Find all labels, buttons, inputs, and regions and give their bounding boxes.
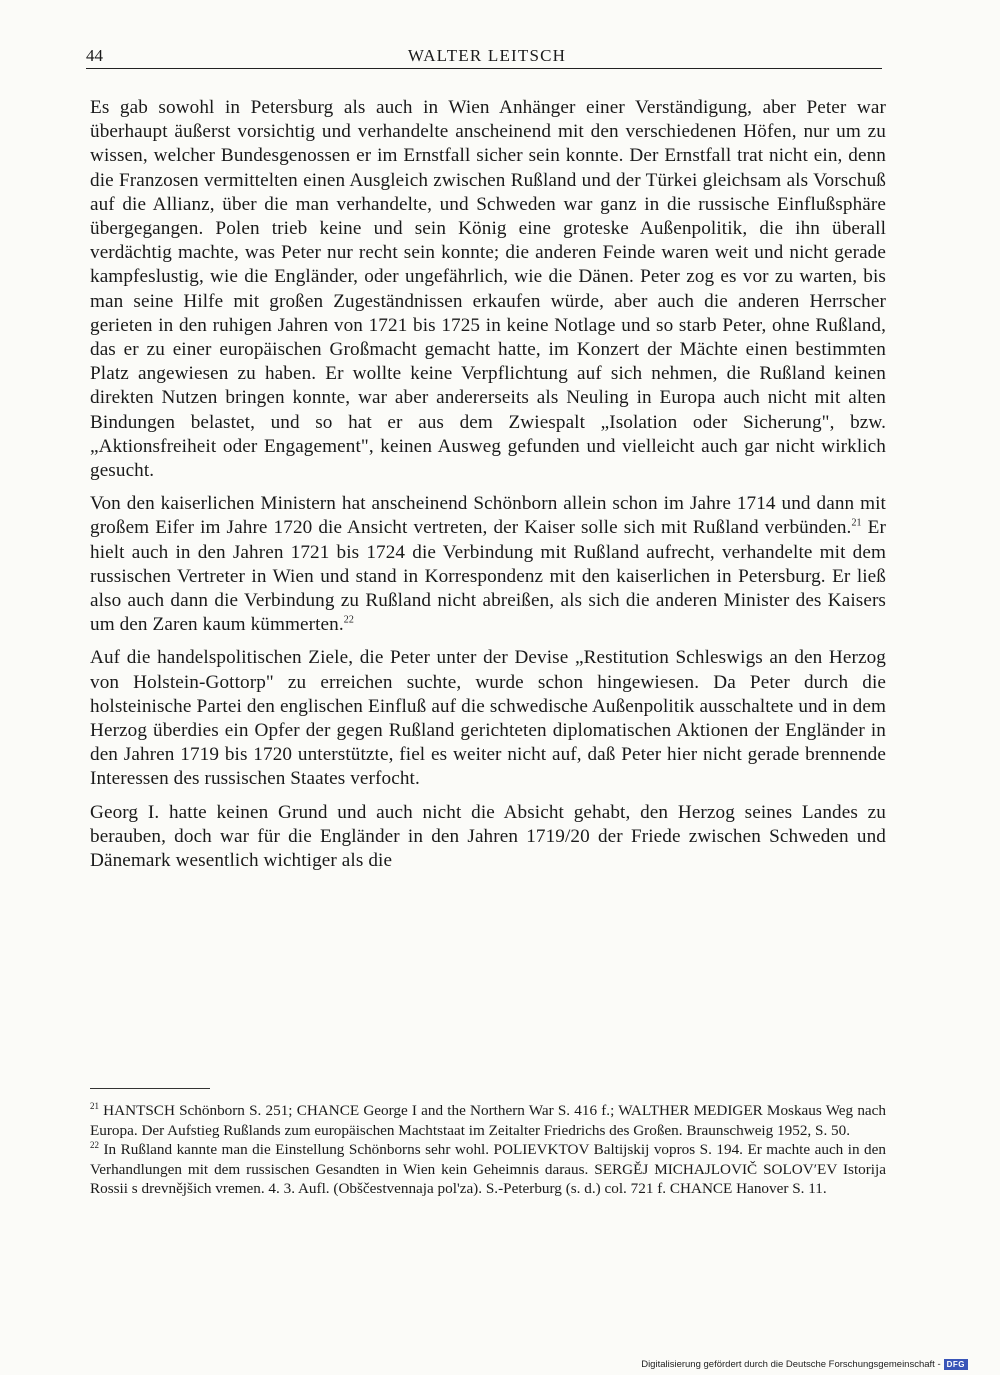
footnote-text: HANTSCH Schönborn S. 251; CHANCE George I and the Northern War S. 416 f.; WALTHER MEDIGER Moskaus Weg nach Europa. Der Aufstieg Rußlands zum europäischen Machtstaat im Zeitalter Friedrichs des Großen. Braunschweig 1952, S. 50. bbox=[90, 1102, 886, 1139]
paragraph-1: Es gab sowohl in Petersburg als auch in Wien Anhänger einer Verständigung, aber Peter war überhaupt äußerst vorsichtig und verhandelte anscheinend mit den verschiedenen Höfen, nur um zu wissen, welcher Bundesgenossen er im Ernstfall sicher sein konnte. Der Ernstfall trat nicht ein, denn die Franzosen vermittelten einen Ausgleich zwischen Rußland und der Türkei gleichsam als Vorschuß auf die Allianz, über die man verhandelte, und Schweden war ganz in die russische Einflußsphäre übergegangen. Polen trieb keine und sein König eine groteske Außenpolitik, die ihn überall verdächtig machte, was Peter nur recht sein konnte; die anderen Feinde waren weit und nicht gerade kampfeslustig, wie die Engländer, oder ungefährlich, wie die Dänen. Peter zog es vor zu warten, bis man seine Hilfe mit großen Zugeständnissen erkaufen würde, aber auch die anderen Herrscher gerieten in den ruhigen Jahren von 1721 bis 1725 in keine Notlage und so starb Peter, ohne Rußland, das er zu einer europäischen Großmacht gemacht hatte, im Konzert der Mächte einen bestimmten Platz angewiesen zu haben. Er wollte keine Verpflichtung auf sich nehmen, die Rußland keinen direkten Nutzen bringen konnte, war aber andererseits als Neuling in Europa auch nicht mit alten Bindungen belastet, und so hat er aus dem Zwiespalt „Isolation oder Sicherung", bzw. „Aktionsfreiheit oder Engagement", keinen Ausweg gefunden und vielleicht auch gar nicht wirklich gesucht. bbox=[90, 97, 886, 482]
header-rule bbox=[86, 68, 882, 69]
credit-text: Digitalisierung gefördert durch die Deutsche Forschungsgemeinschaft - bbox=[641, 1358, 941, 1370]
paragraph-2 bbox=[90, 492, 886, 637]
paragraph-2-text-b: Er hielt auch in den Jahren 1721 bis 1724 die Verbindung mit Rußland aufrecht, verhandelte mit dem russischen Vertreter in Wien und stand in Korrespondenz mit den kaiserlichen in Petersburg. Er ließ also auch dann die Verbindung zu Rußland nicht abreißen, als sich die anderen Minister des Kaisers um den Zaren kaum kümmerten. bbox=[90, 517, 886, 636]
footnote-21 bbox=[90, 1101, 886, 1140]
footnote-ref-22: 22 bbox=[343, 614, 354, 626]
paragraph-2-text-a: Von den kaiserlichen Ministern hat anscheinend Schönborn allein schon im Jahre 1714 und dann mit großem Eifer im Jahre 1720 die Ansicht vertreten, der Kaiser solle sich mit Rußland verbünden. bbox=[90, 493, 886, 539]
footnote-text: In Rußland kannte man die Einstellung Schönborns sehr wohl. POLIEVKTOV Baltijskij vopros S. 194. Er machte auch in den Verhandlungen mit dem russischen Gesandten in Wien kein Geheimnis daraus. SERGĚJ MICHAJLOVIČ SOLOVʹEV Istorija Rossii s drevnějšich vremen. 4. 3. Aufl. (Obščestvennaja pol'za). S.-Peterburg (s. d.) col. 721 f. CHANCE Hanover S. 11. bbox=[90, 1141, 886, 1198]
footnotes bbox=[90, 1101, 886, 1199]
footnote-mark: 22 bbox=[90, 1140, 99, 1151]
footnote-ref-21: 21 bbox=[851, 518, 862, 530]
digitization-credit bbox=[641, 1357, 968, 1371]
footnote-22 bbox=[90, 1140, 886, 1199]
footnote-rule bbox=[90, 1088, 210, 1089]
paragraph-4: Georg I. hatte keinen Grund und auch nicht die Absicht gehabt, den Herzog seines Landes zu berauben, doch war für die Engländer in den Jahren 1719/20 der Friede zwischen Schweden und Dänemark wesentlich wichtiger als die bbox=[90, 801, 886, 872]
paragraph-3: Auf die handelspolitischen Ziele, die Peter unter der Devise „Restitution Schleswigs an den Herzog von Holstein-Gottorp" zu erreichen suchte, wurde schon hingewiesen. Da Peter durch die holsteinische Partei den englischen Einfluß auf die schwedische Außenpolitik ausschaltete und in dem Herzog überdies ein Opfer der gegen Rußland gerichteten diplomatischen Aktionen der Engländer in den Jahren 1719 bis 1720 unterstützte, fiel es weiter nicht auf, daß Peter hier nicht gerade brennende Interessen des russischen Staates verfocht. bbox=[90, 647, 886, 790]
running-title: WALTER LEITSCH bbox=[407, 46, 567, 65]
footnote-mark: 21 bbox=[90, 1100, 99, 1111]
running-header bbox=[86, 46, 884, 70]
dfg-logo-icon: DFG bbox=[944, 1359, 968, 1370]
body-text bbox=[90, 96, 886, 882]
document-page bbox=[86, 0, 890, 1375]
page-number: 44 bbox=[86, 46, 103, 65]
